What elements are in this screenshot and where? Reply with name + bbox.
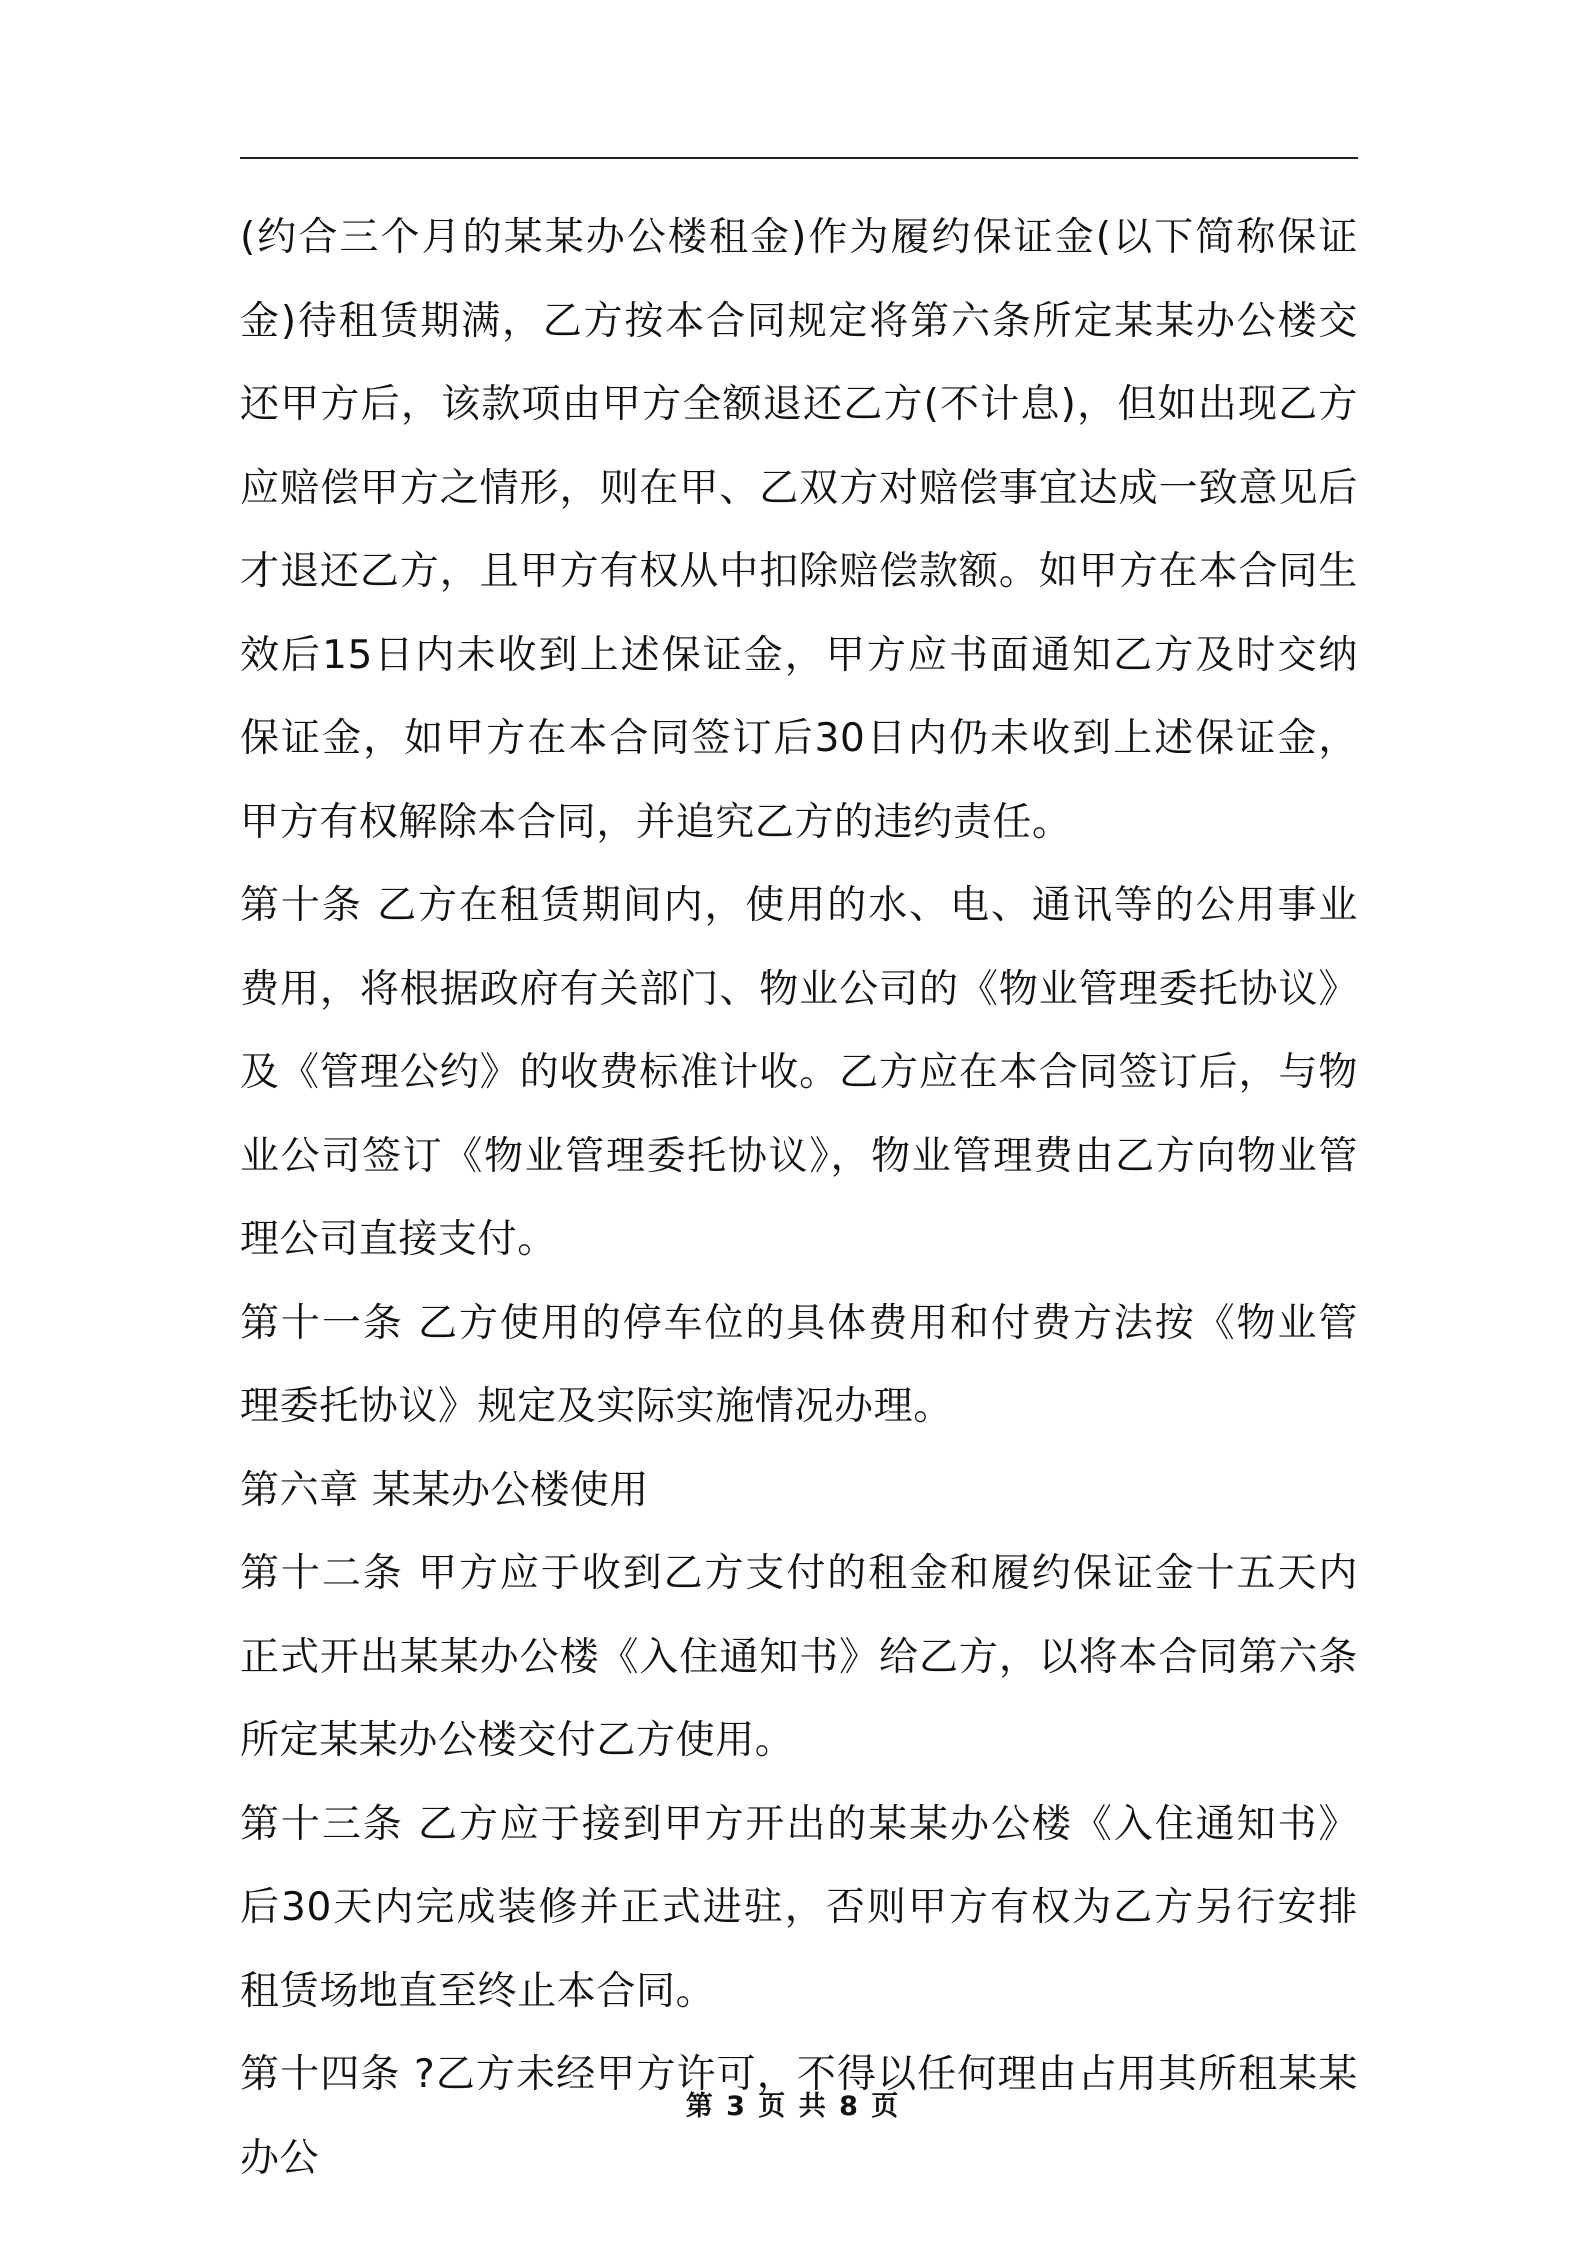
paragraph-deposit: (约合三个月的某某办公楼租金)作为履约保证金(以下简称保证金)待租赁期满，乙方按本合同规定将第六条所定某某办公楼交还甲方后，该款项由甲方全额退还乙方(不计息)，但如出现乙方应赔偿甲方之情形，则在甲、乙双方对赔偿事宜达成一致意见后才退还乙方，且甲方有权从中扣除赔偿款额。如甲方在本合同生效后15日内未收到上述保证金，甲方应书面通知乙方及时交纳保证金，如甲方在本合同签订后30日内仍未收到上述保证金，甲方有权解除本合同，并追究乙方的违约责任。 bbox=[240, 215, 1358, 845]
paragraph-article-12: 第十二条 甲方应于收到乙方支付的租金和履约保证金十五天内正式开出某某办公楼《入住通知书》给乙方，以将本合同第六条所定某某办公楼交付乙方使用。 bbox=[240, 1551, 1358, 1763]
paragraph-article-13: 第十三条 乙方应于接到甲方开出的某某办公楼《入住通知书》后30天内完成装修并正式进驻，否则甲方有权为乙方另行安排租赁场地直至终止本合同。 bbox=[240, 1801, 1358, 2014]
document-body bbox=[240, 196, 1358, 2200]
chapter-6-heading: 第六章 某某办公楼使用 bbox=[240, 1467, 649, 1513]
paragraph-article-11: 第十一条 乙方使用的停车位的具体费用和付费方法按《物业管理委托协议》规定及实际实施情况办理。 bbox=[240, 1300, 1358, 1429]
page-number: 第 3 页 共 8 页 bbox=[685, 2091, 901, 2122]
paragraph-article-14: 第十四条 ?乙方未经甲方许可，不得以任何理由占用其所租某某办公 bbox=[240, 2052, 1358, 2181]
header-rule bbox=[240, 157, 1358, 159]
paragraph-article-10: 第十条 乙方在租赁期间内，使用的水、电、通讯等的公用事业费用，将根据政府有关部门、物业公司的《物业管理委托协议》及《管理公约》的收费标准计收。乙方应在本合同签订后，与物业公司签订《物业管理委托协议》，物业管理费由乙方向物业管理公司直接支付。 bbox=[240, 883, 1358, 1262]
